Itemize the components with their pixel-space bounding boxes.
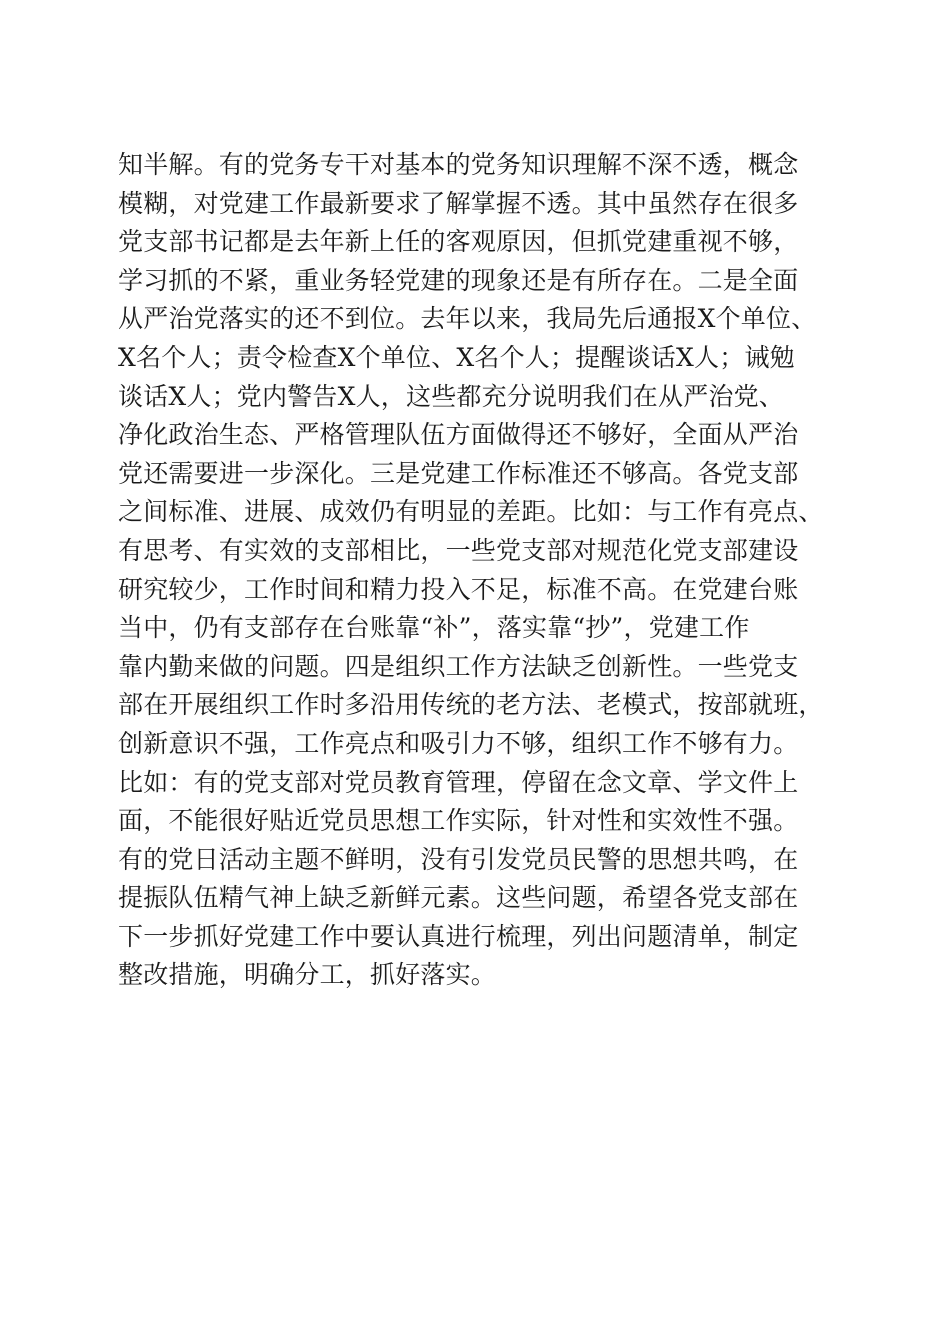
body-line: 之间标准、进展、成效仍有明显的差距。比如：与工作有亮点、 bbox=[118, 497, 824, 527]
body-line: 学习抓的不紧，重业务轻党建的现象还是有所存在。二是全面 bbox=[118, 265, 799, 295]
body-line: 面，不能很好贴近党员思想工作实际，针对性和实效性不强。 bbox=[118, 806, 799, 836]
body-line: 谈话X人；党内警告X人，这些都充分说明我们在从严治党、 bbox=[118, 381, 784, 411]
body-line: 创新意识不强，工作亮点和吸引力不够，组织工作不够有力。 bbox=[118, 728, 799, 758]
body-line: 整改措施，明确分工，抓好落实。 bbox=[118, 960, 497, 990]
body-line: 当中，仍有支部存在台账靠“补”，落实靠“抄”，党建工作 bbox=[118, 613, 750, 643]
body-line: 靠内勤来做的问题。四是组织工作方法缺乏创新性。一些党支 bbox=[118, 651, 799, 681]
body-line: 净化政治生态、严格管理队伍方面做得还不够好，全面从严治 bbox=[118, 420, 799, 450]
body-line: 党还需要进一步深化。三是党建工作标准还不够高。各党支部 bbox=[118, 458, 799, 488]
body-line: X名个人；责令检查X个单位、X名个人；提醒谈话X人；诫勉 bbox=[118, 342, 795, 372]
body-line: 比如：有的党支部对党员教育管理，停留在念文章、学文件上 bbox=[118, 767, 799, 797]
body-line: 下一步抓好党建工作中要认真进行梳理，列出问题清单，制定 bbox=[118, 921, 799, 951]
body-line: 有思考、有实效的支部相比，一些党支部对规范化党支部建设 bbox=[118, 535, 799, 565]
body-line: 模糊，对党建工作最新要求了解掌握不透。其中虽然存在很多 bbox=[118, 188, 799, 218]
body-line: 知半解。有的党务专干对基本的党务知识理解不深不透，概念 bbox=[118, 150, 799, 179]
body-line: 有的党日活动主题不鲜明，没有引发党员民警的思想共鸣，在 bbox=[118, 844, 799, 874]
body-line: 党支部书记都是去年新上任的客观原因，但抓党建重视不够， bbox=[118, 227, 799, 257]
body-line: 研究较少，工作时间和精力投入不足，标准不高。在党建台账 bbox=[118, 574, 799, 604]
body-line: 提振队伍精气神上缺乏新鲜元素。这些问题，希望各党支部在 bbox=[118, 883, 799, 913]
body-line: 部在开展组织工作时多沿用传统的老方法、老模式，按部就班， bbox=[118, 690, 824, 720]
document-body bbox=[118, 146, 858, 995]
body-line: 从严治党落实的还不到位。去年以来，我局先后通报X个单位、 bbox=[118, 304, 817, 334]
